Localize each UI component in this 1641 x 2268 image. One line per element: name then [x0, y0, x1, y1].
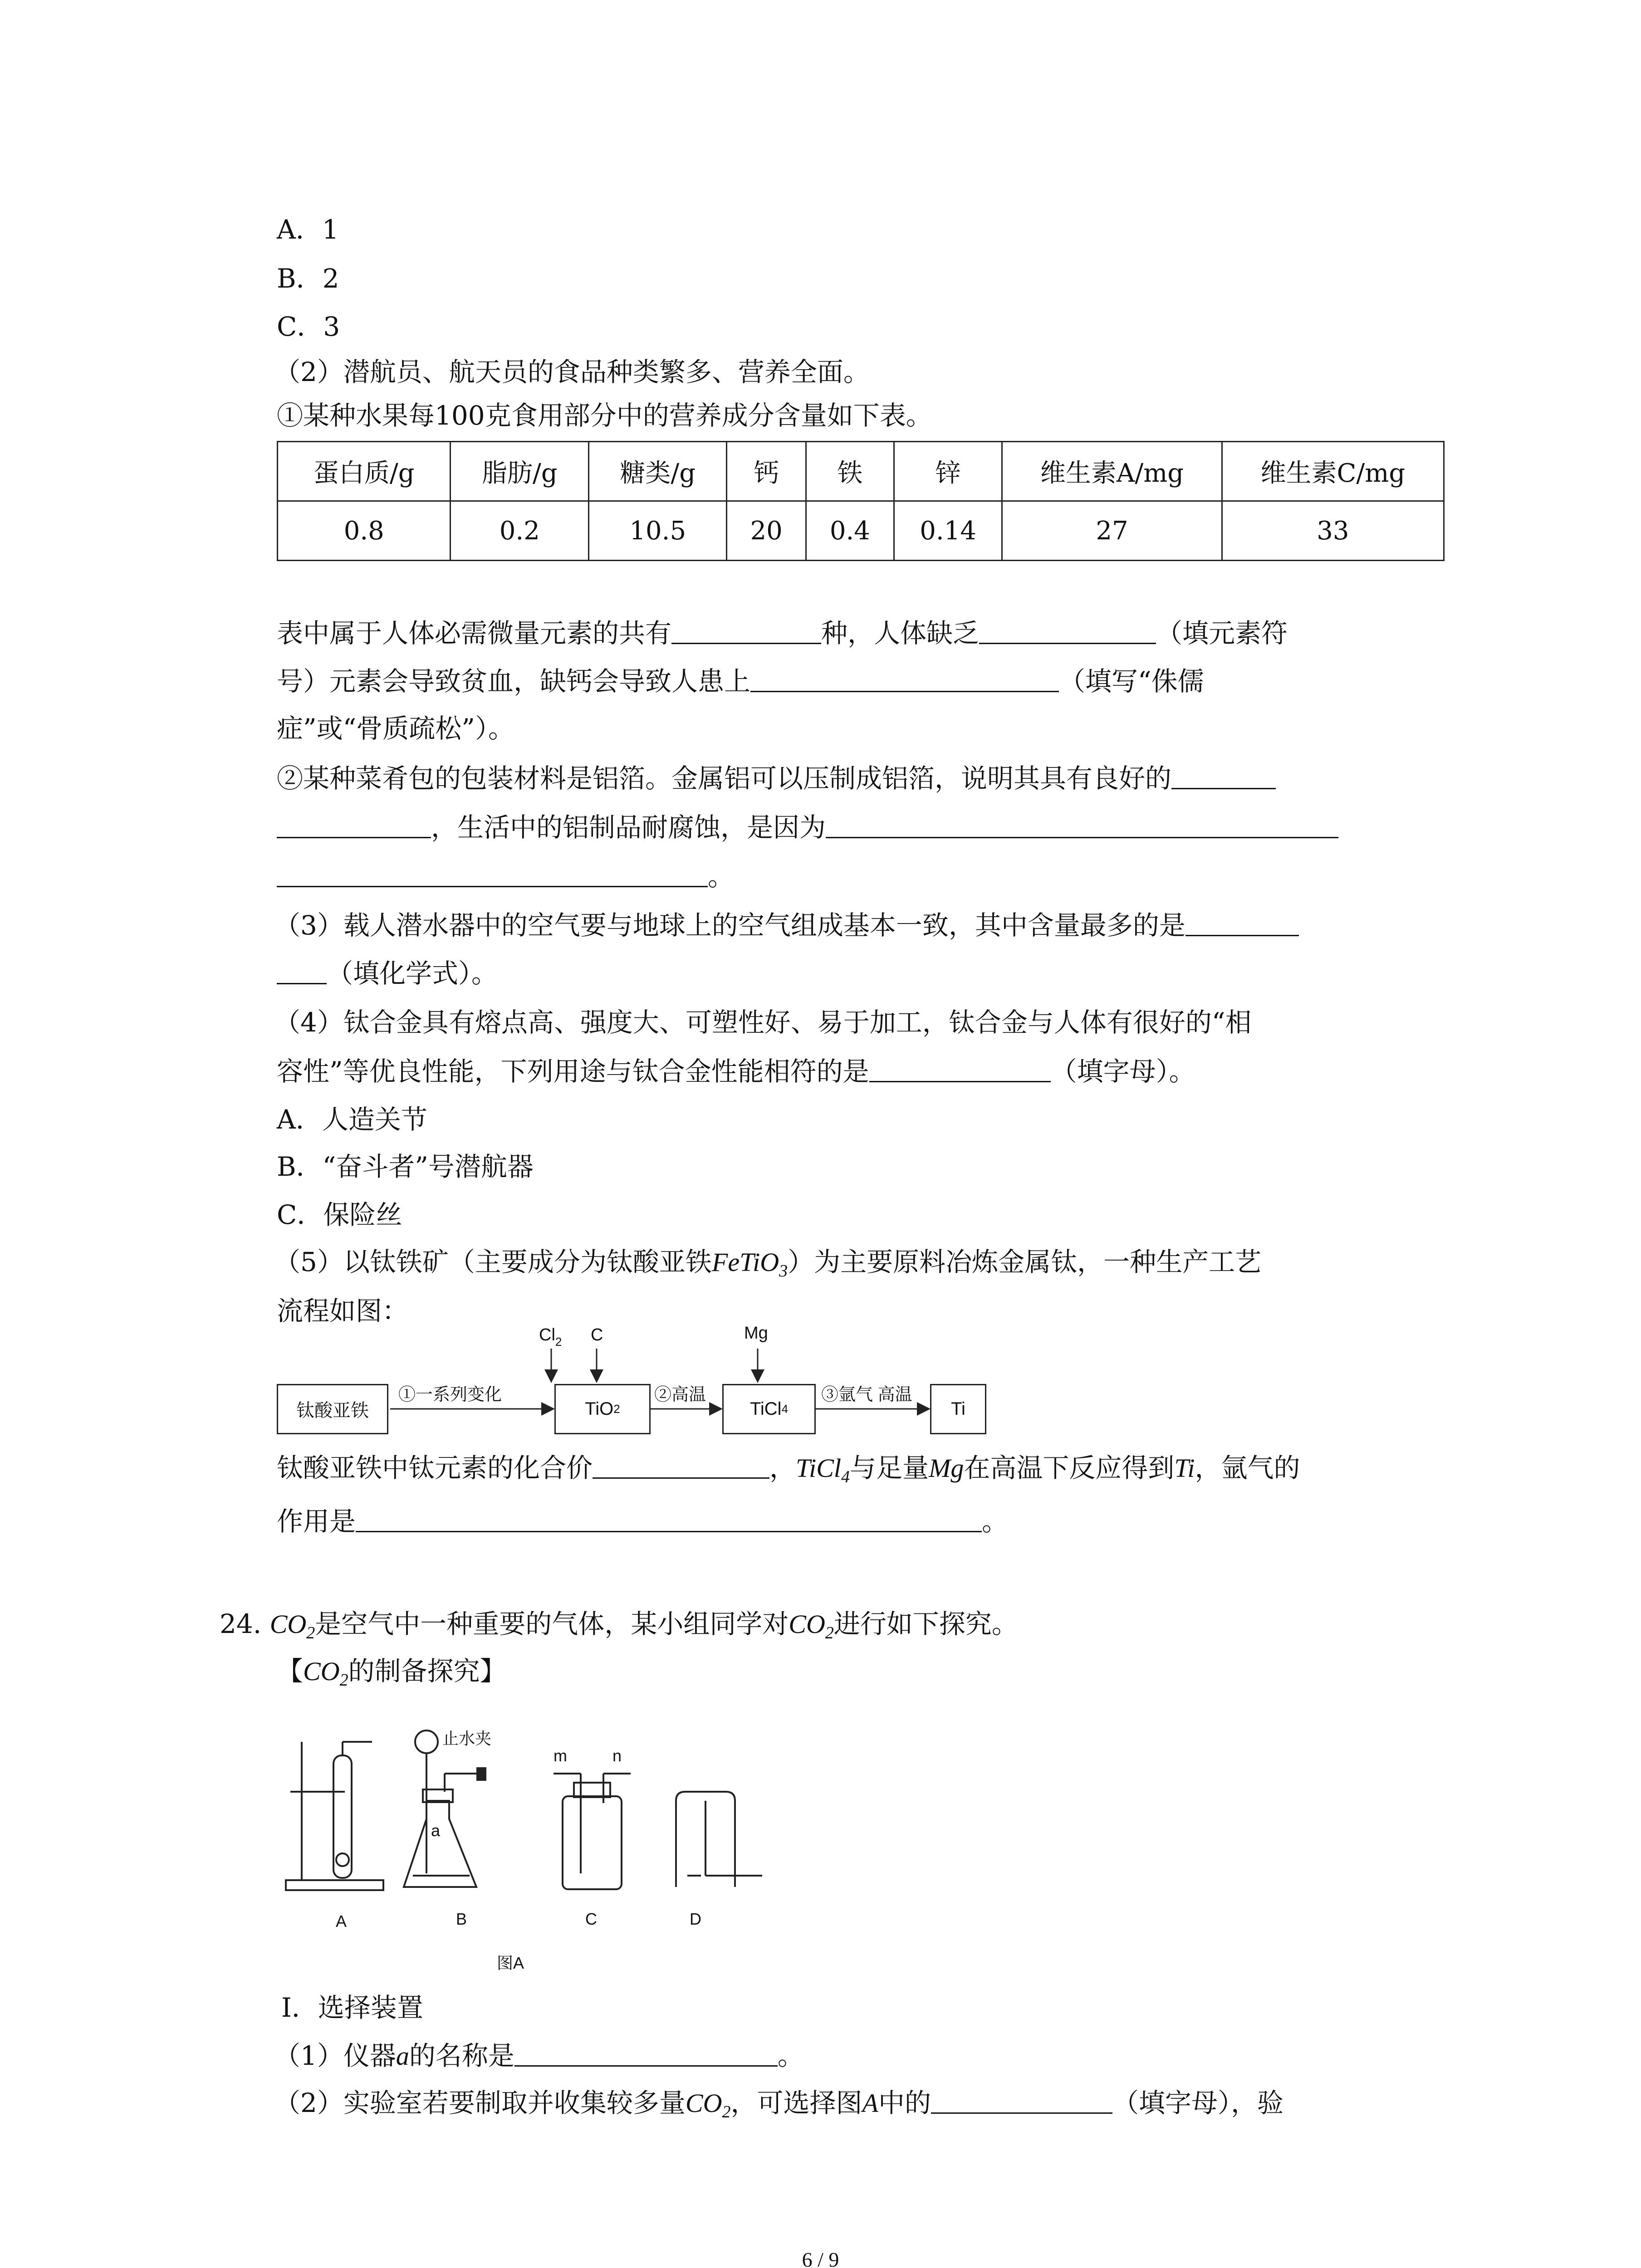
q2-line2: 号）元素会导致贫血，缺钙会导致人患上 （填写“侏儒 — [277, 666, 1204, 697]
q2-line5: ，生活中的铝制品耐腐蚀，是因为 — [277, 811, 1338, 844]
answer-blank[interactable] — [1185, 909, 1299, 936]
q2-line6: 。 — [277, 860, 734, 893]
table-row — [278, 442, 1444, 501]
q24-section-heading: 【$CO_2$的制备探究】 — [277, 1656, 506, 1690]
flow-reagent-c: C — [591, 1325, 603, 1344]
q4-option-a: A．人造关节 — [277, 1104, 427, 1135]
flow-step2: ②高温 — [654, 1385, 706, 1404]
q24-p1: （1）仪器a的名称是 。 — [274, 2040, 804, 2071]
table-cell: 0.14 — [894, 501, 1002, 561]
flow-box-ti: Ti — [930, 1384, 986, 1434]
q24-p2: （2）实验室若要制取并收集较多量$CO_2$，可选择图A中的 （填字母），验 — [274, 2087, 1283, 2121]
q4-line1: （4）钛合金具有熔点高、强度大、可塑性好、易于加工，钛合金与人体有很好的“相 — [274, 1007, 1252, 1038]
answer-blank[interactable] — [1171, 763, 1276, 789]
table-header: 维生素C/mg — [1222, 442, 1444, 501]
answer-blank[interactable] — [277, 958, 327, 984]
q2-line1: 表中属于人体必需微量元素的共有 种，人体缺乏 （填元素符 — [277, 618, 1288, 649]
table-cell: 0.4 — [806, 501, 894, 561]
page-number: 6 / 9 — [802, 2248, 839, 2268]
apparatus-label-c: C — [585, 1910, 597, 1928]
answer-blank[interactable] — [671, 617, 821, 644]
figure-caption: 图A — [497, 1954, 524, 1972]
answer-blank[interactable] — [277, 860, 708, 887]
clamp-label: 止水夹 — [442, 1729, 492, 1748]
answer-blank[interactable] — [979, 617, 1156, 644]
flow-step1: ①一系列变化 — [398, 1385, 502, 1404]
q4-option-b: B．“奋斗者”号潜航器 — [277, 1151, 534, 1182]
q2-intro: （2）潜航员、航天员的食品种类繁多、营养全面。 — [274, 357, 870, 387]
table-cell: 27 — [1002, 501, 1222, 561]
option-a: A．1 — [277, 214, 339, 245]
option-c: C．3 — [277, 311, 340, 342]
q4-line2: 容性”等优良性能，下列用途与钛合金性能相符的是 （填字母）。 — [277, 1056, 1195, 1087]
q2-line4: ②某种菜肴包的包装材料是铝箔。金属铝可以压制成铝箔，说明其具有良好的 — [277, 762, 1276, 795]
apparatus-label-b: B — [456, 1910, 467, 1928]
table-header: 钙 — [727, 442, 806, 501]
table-header: 糖类/g — [589, 442, 727, 501]
flow-box-ilmenite: 钛酸亚铁 — [277, 1384, 388, 1434]
table-caption: ①某种水果每100克食用部分中的营养成分含量如下表。 — [277, 400, 932, 431]
tube-n-label: n — [612, 1746, 622, 1765]
answer-blank[interactable] — [356, 1505, 982, 1532]
q5-line1: （5）以钛铁矿（主要成分为钛酸亚铁FeTiO$_3$）为主要原料冶炼金属钛，一种生产工艺 — [274, 1246, 1262, 1281]
nutrition-table — [277, 441, 1445, 561]
table-cell: 10.5 — [589, 501, 727, 561]
apparatus-label-d: D — [690, 1910, 701, 1928]
q2-line3: 症”或“骨质疏松”）。 — [277, 713, 514, 744]
answer-blank[interactable] — [277, 811, 431, 838]
answer-blank[interactable] — [931, 2087, 1112, 2114]
table-cell: 33 — [1222, 501, 1444, 561]
table-header: 蛋白质/g — [278, 442, 451, 501]
answer-blank[interactable] — [593, 1452, 769, 1479]
flow-box-tio2: TiO 2 — [554, 1384, 651, 1434]
table-cell: 0.8 — [278, 501, 451, 561]
table-cell: 20 — [727, 501, 806, 561]
table-header: 锌 — [894, 442, 1002, 501]
answer-blank[interactable] — [750, 665, 1059, 692]
table-row — [278, 501, 1444, 561]
process-flow-diagram — [277, 1324, 1003, 1455]
apparatus-label-a: A — [336, 1912, 347, 1931]
flow-box-ticl4: TiCl 4 — [722, 1384, 816, 1434]
table-header: 维生素A/mg — [1002, 442, 1222, 501]
q4-option-c: C．保险丝 — [277, 1199, 402, 1230]
table-header: 脂肪/g — [451, 442, 589, 501]
question-number: 24. — [220, 1608, 262, 1639]
answer-blank[interactable] — [826, 811, 1338, 838]
q5-line2: 流程如图： — [277, 1295, 409, 1326]
q5-line3: 钛酸亚铁中钛元素的化合价 ，TiCl$_4$与足量Mg在高温下反应得到Ti，氩气的 — [277, 1452, 1300, 1486]
part1-heading: Ⅰ．选择装置 — [281, 1992, 423, 2023]
q24-line1: 24. $CO_2$是空气中一种重要的气体，某小组同学对$CO_2$进行如下探究。 — [220, 1608, 1018, 1642]
table-cell: 0.2 — [451, 501, 589, 561]
q3-line1: （3）载人潜水器中的空气要与地球上的空气组成基本一致，其中含量最多的是 — [274, 909, 1299, 942]
flow-step3: ③氩气 高温 — [821, 1385, 912, 1404]
answer-blank[interactable] — [514, 2040, 778, 2067]
instrument-a-label: a — [431, 1821, 441, 1840]
q3-line2: （填化学式）。 — [277, 957, 498, 990]
flow-reagent-mg: Mg — [744, 1324, 768, 1343]
table-header: 铁 — [806, 442, 894, 501]
flow-reagent-cl2: $Cl_2$ — [539, 1325, 562, 1349]
q5-line4: 作用是 。 — [277, 1506, 1009, 1537]
tube-m-label: m — [554, 1746, 567, 1765]
apparatus-figure — [277, 1724, 776, 1982]
answer-blank[interactable] — [869, 1056, 1051, 1082]
option-b: B．2 — [277, 263, 339, 294]
